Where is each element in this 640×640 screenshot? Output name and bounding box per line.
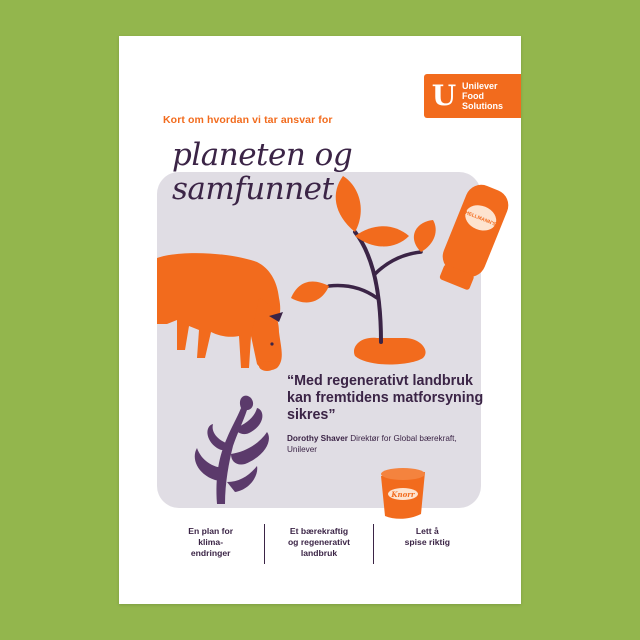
- footer-topic-eating: Lett å spise riktig: [404, 526, 450, 547]
- kicker-text: Kort om hvordan vi tar ansvar for: [163, 114, 333, 126]
- cow-illustration: [157, 253, 283, 371]
- author-title: Direktør for Global bærekraft, Unilever: [287, 434, 457, 454]
- footer-topic-agriculture: Et bærekraftig og regenerativt landbruk: [287, 526, 351, 558]
- brochure-page: [119, 36, 521, 604]
- page-title: [172, 138, 432, 206]
- quote-byline: [287, 434, 487, 455]
- unilever-u-icon: U: [431, 79, 457, 112]
- title-line-2: samfunnet: [172, 171, 334, 207]
- seaweed-illustration: [195, 396, 269, 504]
- knorr-tub-label: Knorr: [391, 490, 415, 499]
- sauce-bottle-illustration: [433, 180, 513, 293]
- illustrations: [119, 36, 521, 604]
- title-line-1: planeten og: [172, 137, 353, 173]
- author-name: Dorothy Shaver: [287, 434, 348, 443]
- footer-topic-climate: En plan for klima- endringer: [188, 526, 234, 558]
- quote-text: “Med regenerativt landbruk kan fremtidens matforsyning sikres”: [287, 373, 484, 423]
- logo-text: Unilever Food Solutions: [462, 81, 503, 111]
- knorr-tub-illustration: [381, 468, 425, 519]
- sauce-bottle-label: HELLMANN'S: [464, 209, 497, 228]
- footer-topics: [157, 524, 481, 566]
